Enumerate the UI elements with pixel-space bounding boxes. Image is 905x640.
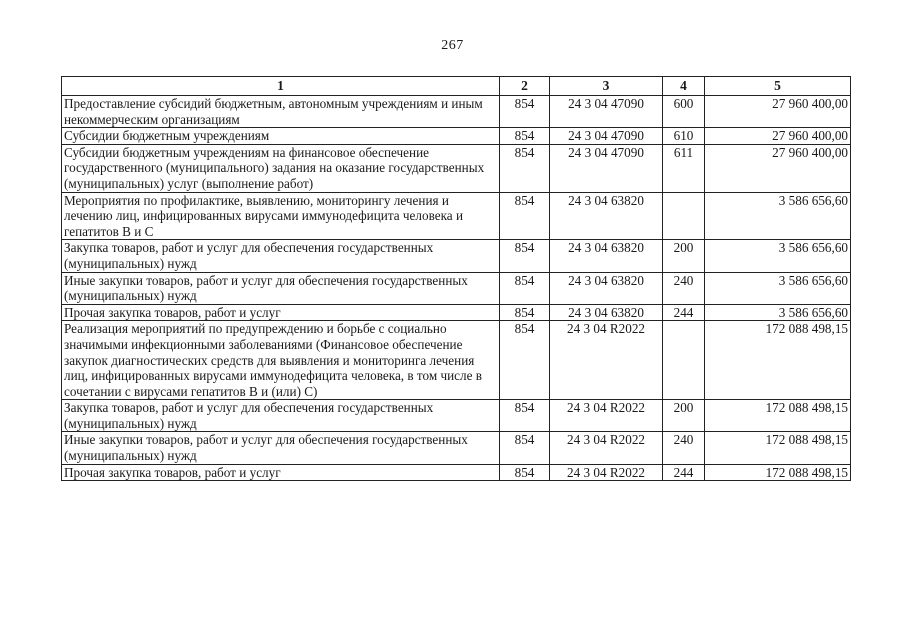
row-amount: 172 088 498,15 xyxy=(705,464,851,481)
row-expense-type: 200 xyxy=(663,400,705,432)
row-expense-type xyxy=(663,192,705,240)
row-ministry-code: 854 xyxy=(500,400,550,432)
table-row xyxy=(62,304,851,321)
row-target-article: 24 3 04 R2022 xyxy=(550,464,663,481)
row-amount: 27 960 400,00 xyxy=(705,144,851,192)
row-target-article: 24 3 04 R2022 xyxy=(550,400,663,432)
row-name: Иные закупки товаров, работ и услуг для обеспечения государственных (муниципальных) нужд xyxy=(62,272,500,304)
row-ministry-code: 854 xyxy=(500,128,550,145)
table-row xyxy=(62,96,851,128)
table-row xyxy=(62,128,851,145)
row-target-article: 24 3 04 63820 xyxy=(550,192,663,240)
row-ministry-code: 854 xyxy=(500,304,550,321)
table-row xyxy=(62,272,851,304)
row-name: Реализация мероприятий по предупреждению и борьбе с социально значимыми инфекционными заболеваниями (Финансовое обеспечение закупок диагностических средств для выявления и мониторинга лечения лиц, инфицированных вирусами иммунодефицита человека, в том числе в сочетании с вирусами гепатитов В и (или) С) xyxy=(62,321,500,400)
table-row xyxy=(62,240,851,272)
row-expense-type xyxy=(663,321,705,400)
row-target-article: 24 3 04 63820 xyxy=(550,240,663,272)
row-name: Субсидии бюджетным учреждениям на финансовое обеспечение государственного (муниципального) задания на оказание государственных (муниципальных) услуг (выполнение работ) xyxy=(62,144,500,192)
row-amount: 172 088 498,15 xyxy=(705,432,851,464)
row-amount: 3 586 656,60 xyxy=(705,192,851,240)
header-col-2: 2 xyxy=(500,77,550,96)
header-col-3: 3 xyxy=(550,77,663,96)
row-name: Закупка товаров, работ и услуг для обеспечения государственных (муниципальных) нужд xyxy=(62,400,500,432)
row-amount: 172 088 498,15 xyxy=(705,321,851,400)
row-expense-type: 240 xyxy=(663,272,705,304)
row-ministry-code: 854 xyxy=(500,432,550,464)
row-amount: 3 586 656,60 xyxy=(705,240,851,272)
header-col-5: 5 xyxy=(705,77,851,96)
row-name: Иные закупки товаров, работ и услуг для обеспечения государственных (муниципальных) нужд xyxy=(62,432,500,464)
row-ministry-code: 854 xyxy=(500,192,550,240)
row-expense-type: 610 xyxy=(663,128,705,145)
page-number: 267 xyxy=(441,38,464,53)
row-expense-type: 244 xyxy=(663,464,705,481)
header-col-4: 4 xyxy=(663,77,705,96)
budget-table xyxy=(61,76,851,481)
row-target-article: 24 3 04 R2022 xyxy=(550,321,663,400)
row-target-article: 24 3 04 63820 xyxy=(550,272,663,304)
row-target-article: 24 3 04 47090 xyxy=(550,128,663,145)
table-row xyxy=(62,400,851,432)
header-col-1: 1 xyxy=(62,77,500,96)
row-name: Субсидии бюджетным учреждениям xyxy=(62,128,500,145)
row-name: Прочая закупка товаров, работ и услуг xyxy=(62,464,500,481)
row-ministry-code: 854 xyxy=(500,321,550,400)
row-amount: 27 960 400,00 xyxy=(705,96,851,128)
row-expense-type: 240 xyxy=(663,432,705,464)
row-name: Прочая закупка товаров, работ и услуг xyxy=(62,304,500,321)
row-ministry-code: 854 xyxy=(500,96,550,128)
table-row xyxy=(62,144,851,192)
table-header-row xyxy=(62,77,851,96)
row-target-article: 24 3 04 47090 xyxy=(550,96,663,128)
row-expense-type: 600 xyxy=(663,96,705,128)
row-ministry-code: 854 xyxy=(500,464,550,481)
row-amount: 3 586 656,60 xyxy=(705,304,851,321)
row-target-article: 24 3 04 63820 xyxy=(550,304,663,321)
row-target-article: 24 3 04 47090 xyxy=(550,144,663,192)
row-ministry-code: 854 xyxy=(500,240,550,272)
row-expense-type: 244 xyxy=(663,304,705,321)
row-amount: 3 586 656,60 xyxy=(705,272,851,304)
row-amount: 27 960 400,00 xyxy=(705,128,851,145)
row-expense-type: 200 xyxy=(663,240,705,272)
row-ministry-code: 854 xyxy=(500,272,550,304)
table-row xyxy=(62,192,851,240)
row-amount: 172 088 498,15 xyxy=(705,400,851,432)
row-expense-type: 611 xyxy=(663,144,705,192)
table-row xyxy=(62,432,851,464)
row-name: Предоставление субсидий бюджетным, автономным учреждениям и иным некоммерческим организациям xyxy=(62,96,500,128)
table-row xyxy=(62,464,851,481)
row-name: Закупка товаров, работ и услуг для обеспечения государственных (муниципальных) нужд xyxy=(62,240,500,272)
row-ministry-code: 854 xyxy=(500,144,550,192)
row-target-article: 24 3 04 R2022 xyxy=(550,432,663,464)
table-row xyxy=(62,321,851,400)
row-name: Мероприятия по профилактике, выявлению, мониторингу лечения и лечению лиц, инфицированных вирусами иммунодефицита человека и гепатитов В и С xyxy=(62,192,500,240)
